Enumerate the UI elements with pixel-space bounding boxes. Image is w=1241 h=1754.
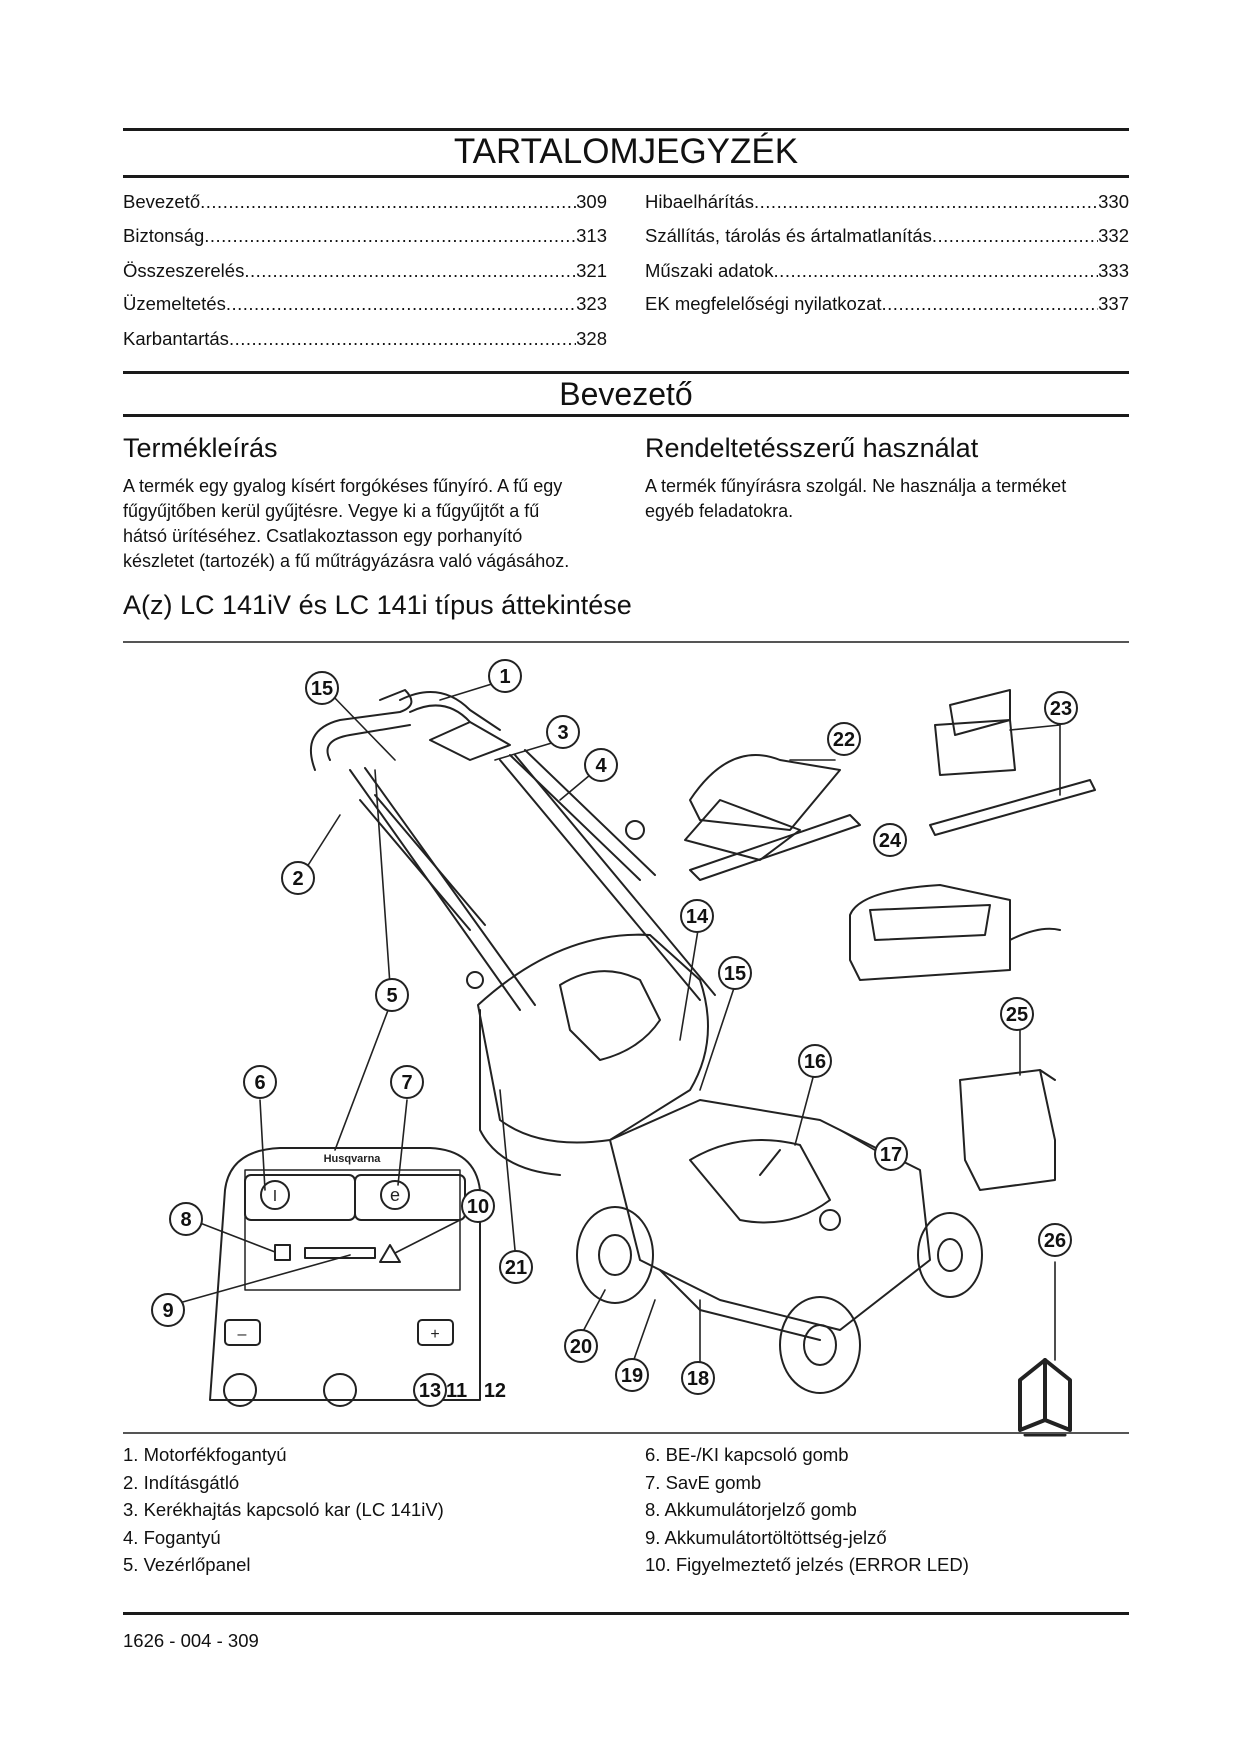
legend-item: 7. SavE gomb xyxy=(645,1471,762,1493)
callout-5: 5 xyxy=(386,985,398,1007)
toc-label: Hibaelhárítás xyxy=(645,191,755,212)
product-text: A termék egy gyalog kísért forgókéses fűnyíró. A fű egy fűgyűjtőben kerül gyűjtésre. Vegye ki a fűgyűjtőt a fű hátsó ürítéséhez. Csatlakoztasson egy porhanyító készletet (tartozék) a fű műtrágyázásra való vágásához. xyxy=(123,476,570,571)
legend-rule xyxy=(123,1432,1129,1434)
panel-save-symbol: e xyxy=(389,1185,401,1205)
intended-text: A termék fűnyírásra szolgál. Ne használja a terméket egyéb feladatokra. xyxy=(645,476,1067,521)
callout-17: 17 xyxy=(879,1144,903,1166)
toc-page: 332 xyxy=(1098,225,1129,246)
callout-13: 13 xyxy=(418,1380,442,1402)
legend-right xyxy=(645,1441,969,1579)
toc-page: 330 xyxy=(1098,191,1129,212)
section-title: Bevezető xyxy=(559,376,693,412)
callout-20: 20 xyxy=(569,1336,593,1358)
callout-7: 7 xyxy=(401,1072,413,1094)
callout-23: 23 xyxy=(1049,698,1073,720)
toc-label: EK megfelelőségi nyilatkozat xyxy=(645,293,882,314)
toc-page: 337 xyxy=(1098,293,1129,314)
toc-label: Karbantartás xyxy=(123,328,229,349)
toc-page: 313 xyxy=(576,225,607,246)
callout-26: 26 xyxy=(1043,1230,1067,1252)
panel-plus: + xyxy=(430,1326,440,1343)
toc-label: Bevezető xyxy=(123,191,201,212)
callout-22: 22 xyxy=(832,729,856,751)
callout-15b: 15 xyxy=(723,963,747,985)
toc-label: Üzemeltetés xyxy=(123,293,226,314)
panel-minus: – xyxy=(237,1326,247,1343)
callout-18: 18 xyxy=(686,1368,710,1390)
overview-heading: A(z) LC 141iV és LC 141i típus áttekintése xyxy=(123,590,632,620)
intended-heading: Rendeltetésszerű használat xyxy=(645,433,979,463)
callout-11-12: 11 12 xyxy=(446,1380,507,1402)
handle-drawing xyxy=(311,690,715,1010)
callout-19: 19 xyxy=(620,1365,644,1387)
callout-25: 25 xyxy=(1005,1004,1029,1026)
callout-14: 14 xyxy=(685,906,709,928)
grass-bag-drawing xyxy=(478,935,708,1175)
toc-label: Biztonság xyxy=(123,225,205,246)
legend-item: 9. Akkumulátortöltöttség-jelző xyxy=(645,1526,887,1548)
toc-title: TARTALOMJEGYZÉK xyxy=(453,132,799,171)
toc-label: Szállítás, tárolás és ártalmatlanítás xyxy=(645,225,932,246)
toc-page: 323 xyxy=(576,293,607,314)
toc-page: 333 xyxy=(1098,260,1129,281)
callout-24: 24 xyxy=(878,830,902,852)
callout-6: 6 xyxy=(254,1072,266,1094)
callout-4: 4 xyxy=(595,755,607,777)
callout-3: 3 xyxy=(557,722,569,744)
legend-left xyxy=(123,1441,444,1579)
legend-item: 10. Figyelmeztető jelzés (ERROR LED) xyxy=(645,1554,969,1575)
toc-page: 309 xyxy=(576,191,607,212)
legend-item: 6. BE-/KI kapcsoló gomb xyxy=(645,1444,849,1465)
product-heading: Termékleírás xyxy=(123,433,278,463)
leader-lines xyxy=(172,683,1060,1370)
legend-item: 5. Vezérlőpanel xyxy=(123,1554,251,1575)
callout-2: 2 xyxy=(292,868,304,890)
legend-item: 3. Kerékhajtás kapcsoló kar (LC 141iV) xyxy=(123,1499,444,1520)
callout-10: 10 xyxy=(466,1196,490,1218)
footer-rule xyxy=(123,1612,1129,1615)
callout-9: 9 xyxy=(162,1300,174,1322)
toc-page: 321 xyxy=(576,260,607,281)
legend-item: 8. Akkumulátorjelző gomb xyxy=(645,1499,857,1520)
control-panel-drawing xyxy=(210,1148,480,1406)
mower-body-drawing xyxy=(610,1100,930,1340)
toc-label: Műszaki adatok xyxy=(645,260,774,281)
callout-8: 8 xyxy=(180,1209,192,1231)
legend-item: 4. Fogantyú xyxy=(123,1526,221,1548)
callout-21: 21 xyxy=(504,1257,528,1279)
callout-15: 15 xyxy=(310,678,334,700)
accessories-drawing xyxy=(685,690,1095,1435)
callout-16: 16 xyxy=(803,1051,827,1073)
legend-item: 1. Motorfékfogantyú xyxy=(123,1444,287,1465)
toc-page: 328 xyxy=(576,328,607,349)
panel-power-symbol: I xyxy=(272,1188,278,1205)
callout-1: 1 xyxy=(499,666,511,688)
panel-brand: Husqvarna xyxy=(323,1153,381,1165)
page-number-footer: 1626 - 004 - 309 xyxy=(123,1630,259,1651)
legend-item: 2. Indításgátló xyxy=(123,1471,240,1493)
toc-label: Összeszerelés xyxy=(123,260,245,281)
